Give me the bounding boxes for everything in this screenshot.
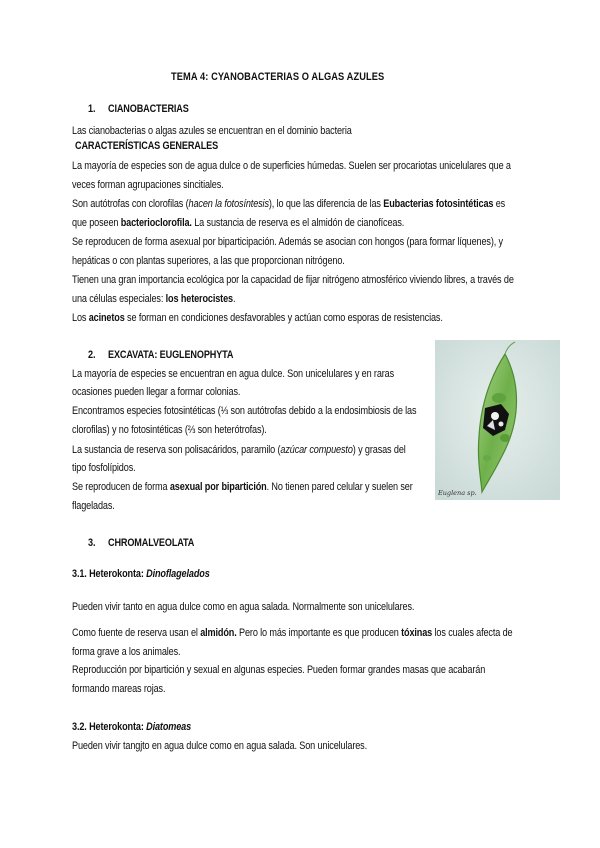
section2-line5: La sustancia de reserva son polisacáridos, paramilo (azúcar compuesto) y grasas del [72,444,406,456]
subsection-3-1-paragraph2-line2: forma grave a los animales. [72,646,181,658]
figure-caption: Euglena sp. [438,489,477,497]
section1-paragraph2-line1: Son autótrofas con clorofilas (hacen la fotosíntesis), lo que las diferencia de las Eubacterias fotosintéticas es [72,198,506,210]
paramylon-granule [491,412,499,420]
subsection-3-1-heading: 3.1. Heterokonta: Dinoflagelados [72,568,210,580]
section2-line4: clorofilas) y no fotosintéticas (⅔ son heterótrofas). [72,424,267,436]
chloroplast [492,393,506,403]
subsection-3-2-heading: 3.2. Heterokonta: Diatomeas [72,721,192,733]
subsection-3-1-paragraph1: Pueden vivir tanto en agua dulce como en agua salada. Normalmente son unicelulares. [72,601,415,613]
section1-intro: Las cianobacterias o algas azules se encuentran en el dominio bacteria [72,125,352,137]
section2-number: 2. [88,349,96,361]
section1-paragraph2-line2: que poseen bacterioclorofila. La sustancia de reserva es el almidón de cianofíceas. [72,217,405,229]
section1-paragraph4-line2: una células especiales: los heterocistes. [72,293,236,305]
section1-paragraph4-line1: Tienen una gran importancia ecológica por la capacidad de fijar nitrógeno atmosférico viviendo libres, a través de [72,274,514,286]
chloroplast [500,434,510,442]
section1-number: 1. [88,103,96,115]
section2-line7: Se reproducen de forma asexual por bipartición. No tienen pared celular y suelen ser [72,481,413,493]
section2-line1: La mayoría de especies se encuentran en agua dulce. Son unicelulares y en raras [72,368,395,380]
paramylon-granule [499,422,504,427]
section2-line2: ocasiones pueden llegar a formar colonias. [72,386,241,398]
subsection-3-2-paragraph1: Pueden vivir tangjto en agua dulce como en agua salada. Son unicelulares. [72,740,367,752]
euglena-cell-illustration [435,340,560,500]
section1-paragraph5: Los acinetos se forman en condiciones desfavorables y actúan como esporas de resistencias. [72,312,443,324]
section1-subheading: CARACTERÍSTICAS GENERALES [75,140,219,152]
section2-heading: EXCAVATA: EUGLENOPHYTA [108,349,234,361]
subsection-3-1-paragraph3-line2: formando mareas rojas. [72,683,166,695]
section1-paragraph1-line1: La mayoría de especies son de agua dulce o de superficies húmedas. Suelen ser procariotas unicelulares que a [72,160,511,172]
section2-line3: Encontramos especies fotosintéticas (⅓ son autótrofas debido a la endosimbiosis de las [72,405,417,417]
section1-paragraph1-line2: veces forman agrupaciones sincitiales. [72,179,224,191]
subsection-3-1-paragraph2-line1: Como fuente de reserva usan el almidón. Pero lo más importante es que producen tóxinas los cuales afecta de [72,627,513,639]
chloroplast [483,455,491,461]
subsection-3-1-paragraph3-line1: Reproducción por bipartición y sexual en algunas especies. Pueden formar grandes masas que acabarán [72,664,486,676]
section1-paragraph3-line2: hepáticas o con plantas superiores, a las que proporcionan nitrógeno. [72,255,345,267]
section1-paragraph3-line1: Se reproducen de forma asexual por biparticipación. Además se asocian con hongos (para formar líquenes), y [72,236,503,248]
section3-number: 3. [88,537,96,549]
page-title: TEMA 4: CYANOBACTERIAS O ALGAS AZULES [171,71,385,83]
section3-heading: CHROMALVEOLATA [108,537,195,549]
section1-heading: CIANOBACTERIAS [108,103,189,115]
section2-line8: flageladas. [72,500,115,512]
section2-line6: tipo fosfolípidos. [72,462,136,474]
euglena-micrograph [435,340,560,500]
